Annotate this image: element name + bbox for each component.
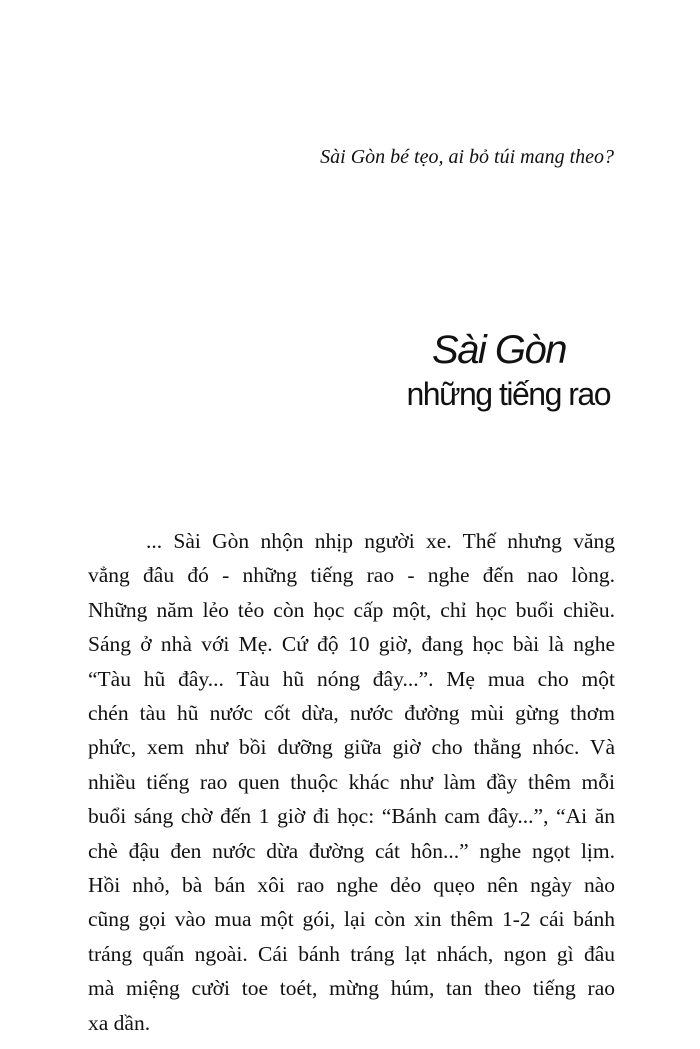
text-line: ... Sài Gòn nhộn nhịp người xe. Thế nhưng văng <box>146 529 615 553</box>
text-line: Những năm lẻo tẻo còn học cấp một, chỉ học buổi chiều. <box>88 597 615 622</box>
text-line: buổi sáng chờ đến 1 giờ đi học: “Bánh cam đây...”, “Ai ăn <box>88 804 615 829</box>
running-header: Sài Gòn bé tẹo, ai bỏ túi mang theo? <box>320 146 614 168</box>
text-line: Hồi nhỏ, bà bán xôi rao nghe dẻo quẹo nên ngày nào <box>88 873 615 898</box>
text-line: vẳng đâu đó - những tiếng rao - nghe đến nao lòng. <box>88 563 615 588</box>
chapter-title-line-2: những tiếng rao <box>406 376 610 412</box>
text-line: mà miệng cười toe toét, mừng húm, tan theo tiếng rao <box>88 976 615 1001</box>
text-line: “Tàu hũ đây... Tàu hũ nóng đây...”. Mẹ mua cho một <box>88 666 615 691</box>
text-line: Sáng ở nhà với Mẹ. Cứ độ 10 giờ, đang học bài là nghe <box>88 632 615 657</box>
text-line: cũng gọi vào mua một gói, lại còn xin thêm 1-2 cái bánh <box>88 907 615 932</box>
text-line: chén tàu hũ nước cốt dừa, nước đường mùi gừng thơm <box>88 701 615 726</box>
text-line: chè đậu đen nước dừa đường cát hôn...” nghe ngọt lịm. <box>88 838 615 863</box>
chapter-title-line-1: Sài Gòn <box>431 328 566 372</box>
text-line: tráng quấn ngoài. Cái bánh tráng lạt nhách, ngon gì đâu <box>88 941 615 966</box>
text-line: phức, xem như bồi dưỡng giữa giờ cho thằng nhóc. Và <box>88 735 615 760</box>
body-paragraph <box>88 524 615 1040</box>
text-line: xa dần. <box>88 1010 151 1035</box>
text-line: nhiều tiếng rao quen thuộc khác như làm đầy thêm mỗi <box>88 769 615 794</box>
chapter-title <box>406 330 610 410</box>
